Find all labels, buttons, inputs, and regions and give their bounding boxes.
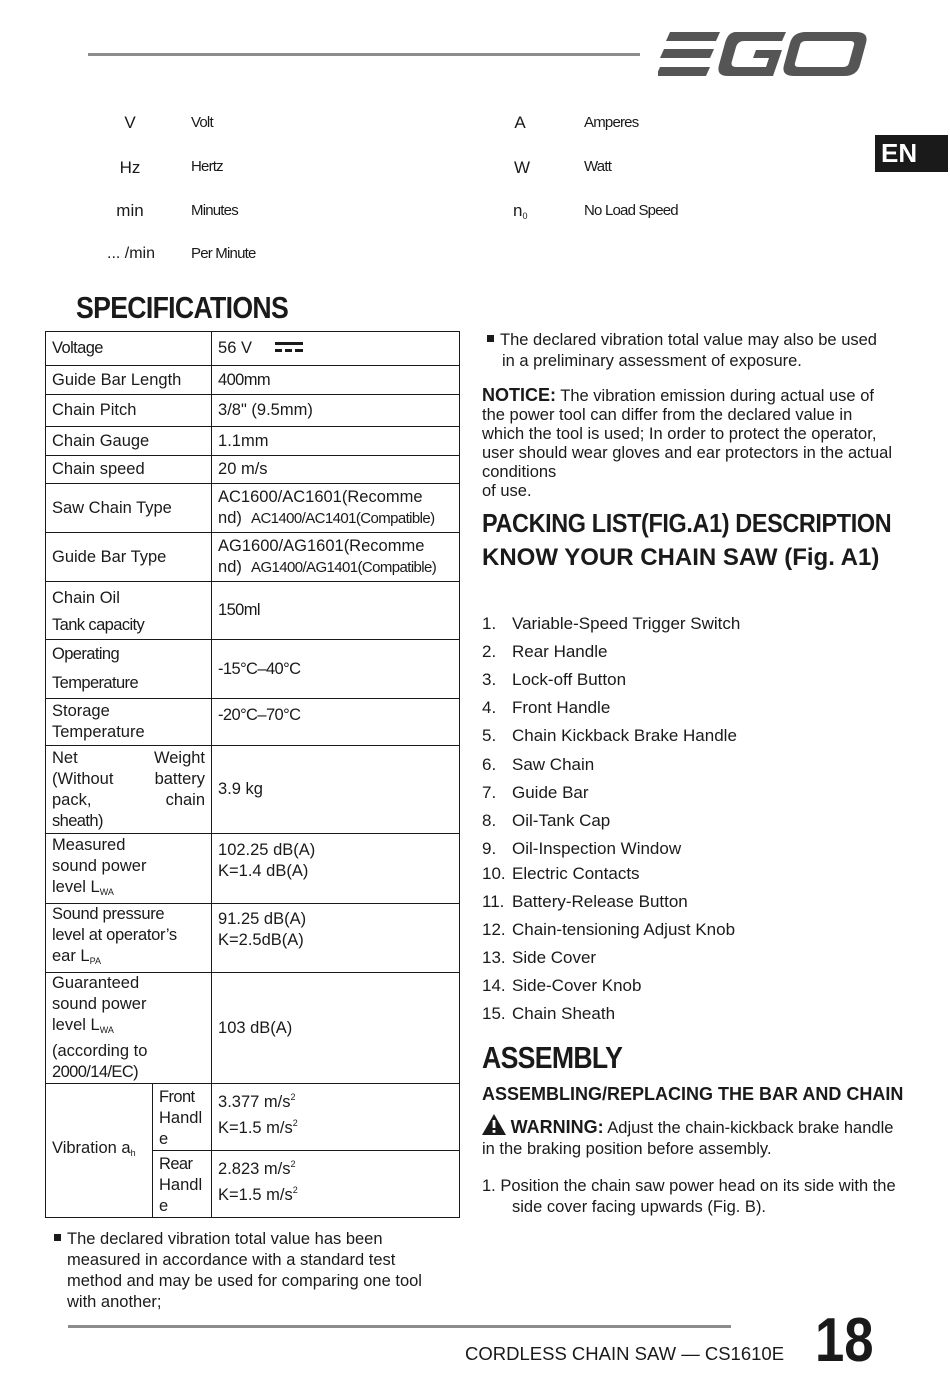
spec-row-voltage xyxy=(46,332,460,366)
unit-desc-volt: Volt xyxy=(191,114,213,131)
spec-value: 2.823 $m/s^2$ K=1.5 $m/s^2$ xyxy=(212,1151,460,1218)
spec-row-chain-gauge xyxy=(46,427,460,456)
list-item: 14. Side-Cover Knob xyxy=(482,976,642,995)
spec-value: 3.9 kg xyxy=(212,746,460,834)
spec-sublabel: Front Handl e xyxy=(153,1084,212,1151)
spec-value: 3/8" (9.5mm) xyxy=(212,395,460,427)
unit-desc-watt: Watt xyxy=(584,158,612,175)
bullet-square-icon xyxy=(54,1234,61,1241)
notice-paragraph: NOTICE: The vibration emission during actual use of the power tool can differ from the declared value in which the tool is used; In order to protect the operator, user should wear gloves and ear protectors in the actual conditions of use. xyxy=(482,385,892,500)
list-item: 9. Oil-Inspection Window xyxy=(482,839,682,858)
spec-label: Vibration $a_h$ xyxy=(46,1084,153,1218)
specifications-heading: SPECIFICATIONS xyxy=(76,290,289,325)
spec-value: -15°C–40°C xyxy=(212,640,460,699)
note-declared-vibration-1: The declared vibration total value has been measured in accordance with a standard test method and may be used for comparing one tool with another; xyxy=(54,1229,464,1313)
spec-row-guaranteed-sound-power xyxy=(46,973,460,1084)
list-item: 6. Saw Chain xyxy=(482,755,595,774)
list-item: 13. Side Cover xyxy=(482,948,597,967)
note-declared-vibration-2: The declared vibration total value may also be used in a preliminary assessment of exposure. xyxy=(487,330,927,372)
assembly-step-1: 1. Position the chain saw power head on its side with the side cover facing upwards (Fig. B). xyxy=(482,1177,896,1216)
spec-value: 91.25 dB(A) K=2.5dB(A) xyxy=(212,904,460,973)
list-item: 1. Variable-Speed Trigger Switch xyxy=(482,614,741,633)
list-item: 11. Battery-Release Button xyxy=(482,892,688,911)
unit-desc-per-minute: Per Minute xyxy=(191,245,256,262)
language-badge: EN xyxy=(875,135,948,172)
bullet-square-icon xyxy=(487,335,494,342)
page-number: 18 xyxy=(815,1306,874,1375)
warning-paragraph: WARNING: Adjust the chain-kickback brake handle in the braking position before assembly. xyxy=(482,1114,932,1160)
warning-triangle-icon xyxy=(482,1114,506,1135)
spec-label: Saw Chain Type xyxy=(46,484,212,533)
list-item: 5. Chain Kickback Brake Handle xyxy=(482,726,737,745)
spec-value: -20°C–70°C xyxy=(212,699,460,746)
spec-label: Net Weight (Without battery pack, chain sheath) xyxy=(46,746,212,834)
spec-value: AG1600/AG1601(Recomme nd) AG1400/AG1401(Compatible) xyxy=(212,533,460,582)
spec-value: 3.377 $m/s^2$ K=1.5 $m/s^2$ xyxy=(212,1084,460,1151)
footer-rule xyxy=(68,1325,731,1328)
list-item: 8. Oil-Tank Cap xyxy=(482,811,611,830)
spec-label: Storage Temperature xyxy=(46,699,212,746)
spec-value: AC1600/AC1601(Recomme nd) AC1400/AC1401(Compatible) xyxy=(212,484,460,533)
list-item: 15. Chain Sheath xyxy=(482,1004,616,1023)
spec-row-chain-pitch xyxy=(46,395,460,427)
specifications-table xyxy=(45,331,460,1218)
spec-value: 56 V xyxy=(212,332,460,366)
list-item: 3. Lock-off Button xyxy=(482,670,627,689)
know-your-saw-heading: KNOW YOUR CHAIN SAW (Fig. A1) xyxy=(482,544,880,571)
spec-label: Chain Oil Tank capacity xyxy=(46,582,212,640)
spec-row-guide-bar-length xyxy=(46,366,460,395)
unit-symbol-per-minute: ... /min xyxy=(107,245,156,262)
spec-row-guide-bar-type xyxy=(46,533,460,582)
spec-row-saw-chain-type xyxy=(46,484,460,533)
spec-row-storage-temperature xyxy=(46,699,460,746)
unit-symbol-watt: W xyxy=(513,158,531,177)
dc-symbol-icon xyxy=(275,340,305,354)
spec-label: Chain speed xyxy=(46,456,212,484)
packing-list-heading: PACKING LIST(FIG.A1) DESCRIPTION xyxy=(482,508,892,538)
spec-value: 1.1mm xyxy=(212,427,460,456)
unit-symbol-amperes: A xyxy=(514,113,526,132)
spec-label: Chain Gauge xyxy=(46,427,212,456)
spec-row-chain-oil-tank xyxy=(46,582,460,640)
footer-title: CORDLESS CHAIN SAW — CS1610E xyxy=(465,1343,785,1364)
assembly-subheading: ASSEMBLING/REPLACING THE BAR AND CHAIN xyxy=(482,1084,904,1104)
spec-row-measured-sound-power xyxy=(46,834,460,904)
ego-logo xyxy=(658,30,868,78)
spec-sublabel: Rear Handl e xyxy=(153,1151,212,1218)
spec-label: Operating Temperature xyxy=(46,640,212,699)
spec-label: Sound pressure level at operator’s ear $L_{PA}$ xyxy=(46,904,212,973)
assembly-heading: ASSEMBLY xyxy=(482,1040,623,1075)
unit-desc-no-load-speed: No Load Speed xyxy=(584,202,678,219)
spec-label: Guaranteed sound power level $L_{WA}$ (according to 2000/14/EC) xyxy=(46,973,212,1084)
spec-label: Chain Pitch xyxy=(46,395,212,427)
spec-row-operating-temperature xyxy=(46,640,460,699)
unit-symbol-hertz: Hz xyxy=(119,158,141,177)
spec-value: 400mm xyxy=(212,366,460,395)
list-item: 4. Front Handle xyxy=(482,698,611,717)
spec-value: 20 m/s xyxy=(212,456,460,484)
spec-label: Guide Bar Type xyxy=(46,533,212,582)
list-item: 2. Rear Handle xyxy=(482,642,608,661)
notice-label: NOTICE: xyxy=(482,385,556,405)
list-item: 10. Electric Contacts xyxy=(482,864,640,883)
unit-desc-amperes: Amperes xyxy=(584,114,639,131)
unit-symbol-minutes: min xyxy=(116,201,144,220)
spec-row-vibration-front xyxy=(46,1084,460,1151)
unit-symbol-no-load-speed: $n_0$ xyxy=(513,201,528,221)
spec-row-sound-pressure xyxy=(46,904,460,973)
spec-label: Guide Bar Length xyxy=(46,366,212,395)
spec-value: 150ml xyxy=(212,582,460,640)
warning-label: WARNING: xyxy=(510,1117,604,1137)
spec-label: Measured sound power level $L_{WA}$ xyxy=(46,834,212,904)
list-item: 12. Chain-tensioning Adjust Knob xyxy=(482,920,736,939)
spec-value: 103 dB(A) xyxy=(212,973,460,1084)
unit-desc-hertz: Hertz xyxy=(191,158,223,175)
unit-desc-minutes: Minutes xyxy=(191,202,238,219)
spec-value: 102.25 dB(A) K=1.4 dB(A) xyxy=(212,834,460,904)
spec-row-chain-speed xyxy=(46,456,460,484)
list-item: 7. Guide Bar xyxy=(482,783,589,802)
header-rule xyxy=(88,53,640,56)
spec-label: Voltage xyxy=(46,332,212,366)
spec-row-net-weight xyxy=(46,746,460,834)
unit-symbol-volt: V xyxy=(124,113,136,132)
